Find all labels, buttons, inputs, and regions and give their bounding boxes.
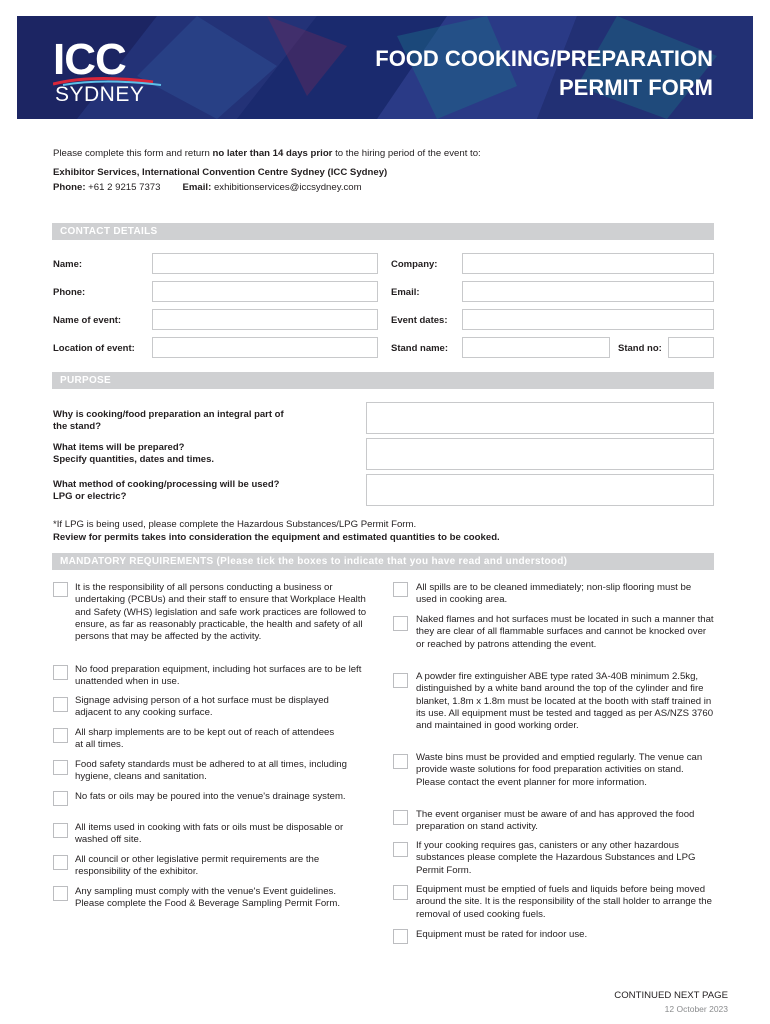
intro-text bbox=[53, 146, 481, 195]
purpose-answer-1[interactable] bbox=[366, 402, 714, 434]
intro-line-2 bbox=[53, 165, 481, 180]
phone-field[interactable] bbox=[152, 281, 378, 302]
purpose-question-1 bbox=[53, 409, 284, 433]
purpose-answer-3[interactable] bbox=[366, 474, 714, 506]
req-left-5-checkbox[interactable] bbox=[53, 760, 68, 775]
req-left-6-checkbox[interactable] bbox=[53, 791, 68, 806]
req-left-8-text: All council or other legislative permit requirements are the responsibility of the exhibitor. bbox=[75, 854, 320, 878]
req-left-3-checkbox[interactable] bbox=[53, 697, 68, 712]
location-field[interactable] bbox=[152, 337, 378, 358]
name-field[interactable] bbox=[152, 253, 378, 274]
req-left-6-text: No fats or oils may be poured into the venue's drainage system. bbox=[75, 791, 346, 802]
exhibitor-services-line: Exhibitor Services, International Convention Centre Sydney (ICC Sydney) bbox=[53, 167, 388, 178]
purpose-q2-line-2: Specify quantities, dates and times. bbox=[53, 454, 215, 465]
phone-value: +61 2 9215 7373 bbox=[85, 182, 161, 193]
stand-no-label: Stand no: bbox=[618, 343, 662, 354]
req-left-7-text: All items used in cooking with fats or oils must be disposable or washed off site. bbox=[75, 822, 344, 846]
purpose-question-2 bbox=[53, 442, 214, 466]
contact-details-heading: CONTACT DETAILS bbox=[52, 223, 714, 240]
req-right-8-checkbox[interactable] bbox=[393, 929, 408, 944]
logo-city-text: SYDNEY bbox=[55, 83, 145, 106]
title-line-2: PERMIT FORM bbox=[559, 75, 713, 100]
continued-next-page: CONTINUED NEXT PAGE bbox=[614, 990, 728, 1001]
req-left-9-text: Any sampling must comply with the venue's Event guidelines. Please complete the Food & Beverage Sampling Permit Form. bbox=[75, 886, 341, 910]
purpose-question-3 bbox=[53, 479, 279, 503]
req-right-3-text: A powder fire extinguisher ABE type rated 3A-40B minimum 2.5kg, distinguished by a white band around the top of the cylinder and fire blanket, 1.8m x 1.8m must be located at the booth with staff trained in its use. All equipment must be tested and tagged as per AS/NZS 3760 and maintained in good working order. bbox=[416, 671, 714, 732]
event-dates-label: Event dates: bbox=[391, 315, 448, 326]
req-left-2-checkbox[interactable] bbox=[53, 665, 68, 680]
stand-no-field[interactable] bbox=[668, 337, 714, 358]
location-label: Location of event: bbox=[53, 343, 135, 354]
req-left-1-text: It is the responsibility of all persons conducting a business or undertaking (PCBUs) and their staff to ensure that Workplace Health and Safety (WHS) legislation and safe work practices are followed to ensure, as far as reasonably practicable, the health and safety of all persons that may be affected by the activity. bbox=[75, 582, 367, 643]
phone-label: Phone: bbox=[53, 182, 86, 193]
req-left-8-checkbox[interactable] bbox=[53, 855, 68, 870]
name-label: Name: bbox=[53, 259, 83, 270]
header-banner bbox=[17, 16, 753, 119]
req-right-6-checkbox[interactable] bbox=[393, 842, 408, 857]
company-field[interactable] bbox=[462, 253, 714, 274]
req-right-4-checkbox[interactable] bbox=[393, 754, 408, 769]
title-line-1: FOOD COOKING/PREPARATION bbox=[375, 46, 713, 71]
mandatory-requirements-heading: MANDATORY REQUIREMENTS (Please tick the boxes to indicate that you have read and understood) bbox=[52, 553, 714, 570]
purpose-q1-line-2: the stand? bbox=[53, 421, 102, 432]
phone-field-label: Phone: bbox=[53, 287, 86, 298]
purpose-q3-line-2: LPG or electric? bbox=[53, 491, 127, 502]
email-field[interactable] bbox=[462, 281, 714, 302]
req-right-7-text: Equipment must be emptied of fuels and liquids before being moved around the site. It is the responsibility of the stall holder to arrange the removal of used cooking fuels. bbox=[416, 884, 712, 920]
document-date: 12 October 2023 bbox=[664, 1004, 728, 1014]
req-right-6-text: If your cooking requires gas, canisters or any other hazardous substances please complete the Hazardous Substances and LPG Permit Form. bbox=[416, 840, 696, 876]
notes bbox=[53, 518, 500, 544]
lpg-note: *If LPG is being used, please complete the Hazardous Substances/LPG Permit Form. bbox=[53, 519, 417, 530]
req-right-8-text: Equipment must be rated for indoor use. bbox=[416, 929, 588, 940]
req-right-4-text: Waste bins must be provided and emptied regularly. The venue can provide waste solutions for food preparation activities on stand. Please contact the event planner for more information. bbox=[416, 752, 703, 788]
req-left-1-checkbox[interactable] bbox=[53, 582, 68, 597]
req-left-2-text: No food preparation equipment, including hot surfaces are to be left unattended when in use. bbox=[75, 664, 362, 688]
purpose-q1-line-1: Why is cooking/food preparation an integral part of bbox=[53, 409, 284, 420]
req-right-5-text: The event organiser must be aware of and has approved the food preparation on stand activity. bbox=[416, 809, 695, 833]
intro-line-1 bbox=[53, 146, 481, 161]
req-left-4-text: All sharp implements are to be kept out of reach of attendees at all times. bbox=[75, 727, 335, 751]
company-label: Company: bbox=[391, 259, 438, 270]
req-left-3-text: Signage advising person of a hot surface must be displayed adjacent to any cooking surface. bbox=[75, 695, 329, 719]
intro-deadline: no later than 14 days prior bbox=[212, 148, 333, 159]
intro-line-1-pre: Please complete this form and return bbox=[53, 148, 213, 159]
req-left-5-text: Food safety standards must be adhered to at all times, including hygiene, cleans and sanitation. bbox=[75, 759, 347, 783]
review-note: Review for permits takes into consideration the equipment and estimated quantities to be cooked. bbox=[53, 532, 500, 543]
intro-line-3 bbox=[53, 180, 481, 195]
email-label: Email: bbox=[182, 182, 212, 193]
req-left-7-checkbox[interactable] bbox=[53, 823, 68, 838]
event-dates-field[interactable] bbox=[462, 309, 714, 330]
intro-line-1-post: to the hiring period of the event to: bbox=[332, 148, 481, 159]
req-right-5-checkbox[interactable] bbox=[393, 810, 408, 825]
icc-sydney-logo bbox=[53, 35, 163, 118]
req-right-3-checkbox[interactable] bbox=[393, 673, 408, 688]
stand-name-field[interactable] bbox=[462, 337, 610, 358]
purpose-q3-line-1: What method of cooking/processing will be used? bbox=[53, 479, 280, 490]
req-right-1-checkbox[interactable] bbox=[393, 582, 408, 597]
req-right-2-text: Naked flames and hot surfaces must be located in such a manner that they are clear of all flammable surfaces and cannot be knocked over or reached by patrons attending the event. bbox=[416, 614, 714, 650]
logo-icc-text: ICC bbox=[53, 35, 126, 84]
req-right-1-text: All spills are to be cleaned immediately; non-slip flooring must be used in cooking area. bbox=[416, 582, 692, 606]
req-right-7-checkbox[interactable] bbox=[393, 885, 408, 900]
purpose-answer-2[interactable] bbox=[366, 438, 714, 470]
purpose-q2-line-1: What items will be prepared? bbox=[53, 442, 185, 453]
req-right-2-checkbox[interactable] bbox=[393, 616, 408, 631]
page-title bbox=[375, 44, 713, 102]
event-name-field[interactable] bbox=[152, 309, 378, 330]
email-field-label: Email: bbox=[391, 287, 420, 298]
purpose-heading: PURPOSE bbox=[52, 372, 714, 389]
event-name-label: Name of event: bbox=[53, 315, 122, 326]
stand-name-label: Stand name: bbox=[391, 343, 449, 354]
email-link[interactable]: exhibitionservices@iccsydney.com bbox=[211, 182, 362, 193]
req-left-4-checkbox[interactable] bbox=[53, 728, 68, 743]
req-left-9-checkbox[interactable] bbox=[53, 886, 68, 901]
